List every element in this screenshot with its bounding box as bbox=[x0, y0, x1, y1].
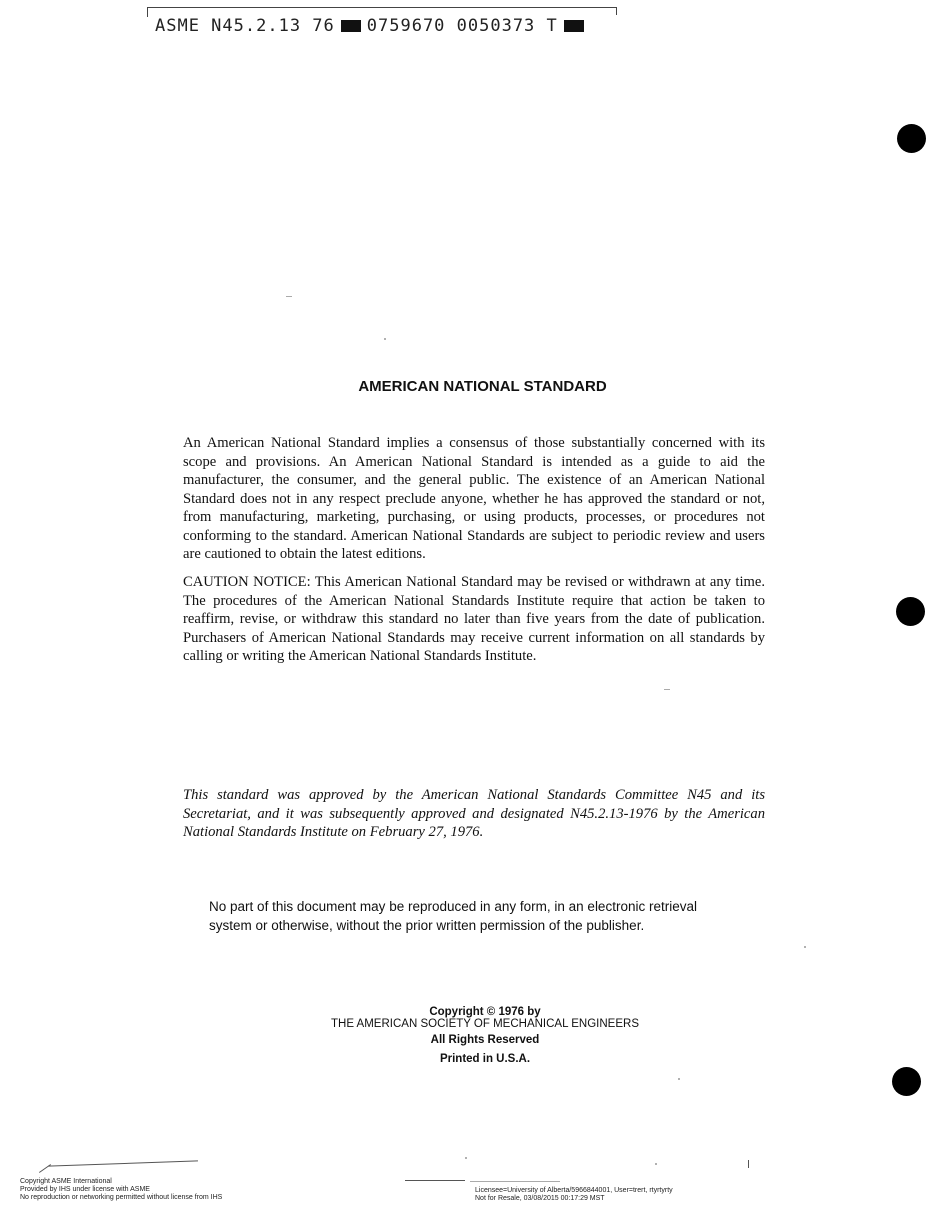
reproduction-notice: No part of this document may be reproduced in any form, in an electronic retrieval system or otherwise, without the prior written permission of the publisher. bbox=[209, 899, 697, 933]
redaction-block bbox=[564, 20, 584, 32]
punch-hole-top bbox=[897, 124, 926, 153]
scan-speck bbox=[748, 1160, 749, 1168]
footer-licensee: Licensee=University of Alberta/5966844001, User=trert, rtyrtyrty bbox=[475, 1187, 673, 1194]
scan-speck bbox=[465, 1157, 467, 1159]
scan-speck bbox=[286, 296, 292, 297]
document-code bbox=[155, 16, 590, 36]
footer-right bbox=[475, 1187, 673, 1203]
scan-speck bbox=[384, 338, 386, 340]
publisher-name: THE AMERICAN SOCIETY OF MECHANICAL ENGINEERS bbox=[331, 1018, 639, 1030]
scan-speck bbox=[804, 946, 806, 948]
rights-reserved: All Rights Reserved bbox=[430, 1034, 540, 1046]
document-code-prefix: ASME N45.2.13 76 bbox=[155, 16, 335, 36]
footer-left bbox=[20, 1178, 222, 1202]
signature-stroke bbox=[405, 1180, 465, 1181]
signature-stroke bbox=[470, 1181, 560, 1182]
intro-paragraph: An American National Standard implies a consensus of those substantially concerned with its scope and provisions. An American National Standard is intended as a guide to aid the manufacturer, the consumer, and the general public. The existence of an American National Standard does not in any respect preclude anyone, whether he has approved the standard or not, from manufacturing, marketing, purchasing, or using products, processes, or procedures not conforming to the standard. American National Standards are subject to periodic review and users are cautioned to obtain the latest editions. bbox=[183, 435, 765, 562]
copyright-line: Copyright © 1976 by bbox=[429, 1006, 541, 1018]
signature-stroke bbox=[39, 1164, 51, 1173]
top-rule bbox=[147, 7, 617, 8]
top-rule-right-tick bbox=[616, 7, 617, 15]
footer-provided-by: Provided by IHS under license with ASME bbox=[20, 1186, 150, 1193]
approval-statement: This standard was approved by the American National Standards Committee N45 and its Secretariat, and it was subsequently approved and designated N45.2.13-1976 by the American National Standards Institute on February 27, 1976. bbox=[183, 787, 765, 840]
scan-speck bbox=[655, 1163, 657, 1165]
document-code-number: 0759670 0050373 T bbox=[366, 16, 558, 36]
signature-stroke bbox=[48, 1160, 198, 1166]
page-title: AMERICAN NATIONAL STANDARD bbox=[358, 378, 607, 395]
footer-copyright: Copyright ASME International bbox=[20, 1178, 112, 1185]
printed-in: Printed in U.S.A. bbox=[439, 1053, 531, 1065]
top-rule-left-tick bbox=[147, 7, 148, 17]
footer-no-reproduction: No reproduction or networking permitted without license from IHS bbox=[20, 1194, 223, 1201]
punch-hole-bottom bbox=[892, 1067, 921, 1096]
scan-speck bbox=[678, 1078, 680, 1080]
redaction-block bbox=[341, 20, 361, 32]
scan-speck bbox=[664, 689, 670, 690]
caution-notice-paragraph: CAUTION NOTICE: This American National Standard may be revised or withdrawn at any time. The procedures of the American National Standards Institute require that action be taken to reaffirm, revise, or withdraw this standard no later than five years from the date of publication. Purchasers of American National Standards may receive current information on all standards by calling or writing the American National Standards Institute. bbox=[183, 574, 765, 664]
punch-hole-middle bbox=[896, 597, 925, 626]
footer-not-for-resale: Not for Resale, 03/08/2015 00:17:29 MST bbox=[475, 1195, 605, 1202]
